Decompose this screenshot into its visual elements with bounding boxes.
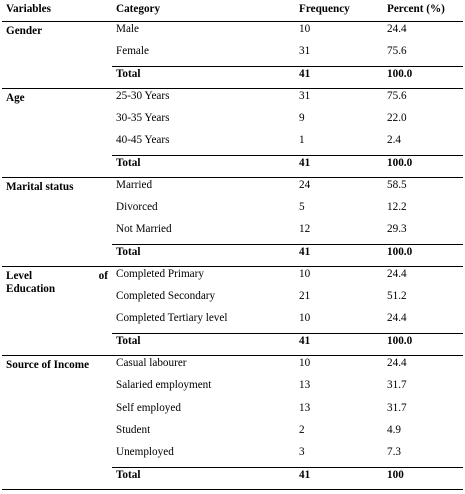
percent-cell: 24.4 <box>387 23 407 35</box>
percent-cell: 75.6 <box>387 89 407 102</box>
percent-cell: 24.4 <box>387 357 407 370</box>
percent-cell: 24.4 <box>387 312 407 325</box>
frequency-cell: 10 <box>299 357 311 370</box>
total-frequency: 41 <box>295 66 383 88</box>
frequency-cell: 2 <box>299 423 305 436</box>
variable-source-of-income: Source of Income <box>2 356 112 490</box>
header-category: Category <box>112 0 295 22</box>
total-frequency: 41 <box>295 155 383 177</box>
percent-cell: 51.2 <box>387 290 407 303</box>
percent-cell: 31.7 <box>387 379 407 392</box>
percent-cell: 2.4 <box>387 133 401 146</box>
table-row <box>2 356 463 378</box>
category-cell: 40-45 Years <box>116 133 170 146</box>
header-frequency: Frequency <box>295 0 383 22</box>
percent-cell: 29.3 <box>387 223 407 236</box>
variable-line-1 <box>6 270 108 283</box>
category-cell: Casual labourer <box>116 357 187 370</box>
category-cell: Salaried employment <box>116 379 212 392</box>
frequency-cell: 10 <box>299 23 311 35</box>
percent-cell: 24.4 <box>387 268 407 281</box>
frequency-cell: 31 <box>299 89 311 102</box>
category-cell: Male <box>116 23 139 35</box>
percent-cell: 31.7 <box>387 401 407 414</box>
percent-cell: 58.5 <box>387 179 407 192</box>
total-frequency: 41 <box>295 244 383 266</box>
variable-word-of: of <box>98 270 108 283</box>
table-row <box>2 22 463 44</box>
total-percent: 100.0 <box>383 66 463 88</box>
variable-gender: Gender <box>2 22 112 89</box>
header-variables: Variables <box>2 0 112 22</box>
total-label: Total <box>112 467 295 489</box>
total-percent: 100.0 <box>383 155 463 177</box>
category-cell: Divorced <box>116 200 158 213</box>
category-cell: Female <box>116 44 149 57</box>
frequency-cell: 1 <box>299 133 305 146</box>
category-cell: 30-35 Years <box>116 111 170 124</box>
category-cell: Unemployed <box>116 446 174 459</box>
category-cell: Student <box>116 423 151 436</box>
frequency-cell: 13 <box>299 379 311 392</box>
category-cell: Self employed <box>116 401 181 414</box>
frequency-cell: 9 <box>299 111 305 124</box>
percent-cell: 22.0 <box>387 111 407 124</box>
total-percent: 100.0 <box>383 244 463 266</box>
percent-cell: 12.2 <box>387 200 407 213</box>
table-row <box>2 267 463 289</box>
percent-cell: 75.6 <box>387 44 407 57</box>
category-cell: Completed Secondary <box>116 290 216 303</box>
category-cell: 25-30 Years <box>116 89 170 102</box>
frequency-cell: 13 <box>299 401 311 414</box>
frequency-cell: 10 <box>299 312 311 325</box>
total-label: Total <box>112 334 295 356</box>
total-label: Total <box>112 244 295 266</box>
total-frequency: 41 <box>295 334 383 356</box>
category-cell: Married <box>116 179 153 192</box>
variable-level-of-education <box>2 267 112 356</box>
variable-age: Age <box>2 88 112 177</box>
table-row <box>2 178 463 200</box>
header-row <box>2 0 463 22</box>
category-cell: Completed Tertiary level <box>116 312 228 325</box>
frequency-cell: 24 <box>299 179 311 192</box>
percent-cell: 4.9 <box>387 423 401 436</box>
table-row <box>2 88 463 110</box>
variable-word-level: Level <box>6 270 33 283</box>
frequency-cell: 21 <box>299 290 311 303</box>
total-label: Total <box>112 155 295 177</box>
header-percent: Percent (%) <box>383 0 463 22</box>
frequency-cell: 3 <box>299 446 305 459</box>
total-percent: 100.0 <box>383 334 463 356</box>
frequency-cell: 5 <box>299 200 305 213</box>
variable-line-2: Education <box>6 283 56 296</box>
percent-cell: 7.3 <box>387 446 401 459</box>
total-percent: 100 <box>383 467 463 489</box>
total-label: Total <box>112 66 295 88</box>
variable-marital-status: Marital status <box>2 178 112 267</box>
category-cell: Completed Primary <box>116 268 204 281</box>
total-frequency: 41 <box>295 467 383 489</box>
frequency-cell: 31 <box>299 44 311 57</box>
category-cell: Not Married <box>116 223 172 236</box>
frequency-cell: 10 <box>299 268 311 281</box>
demographics-table <box>2 0 463 490</box>
frequency-cell: 12 <box>299 223 311 236</box>
